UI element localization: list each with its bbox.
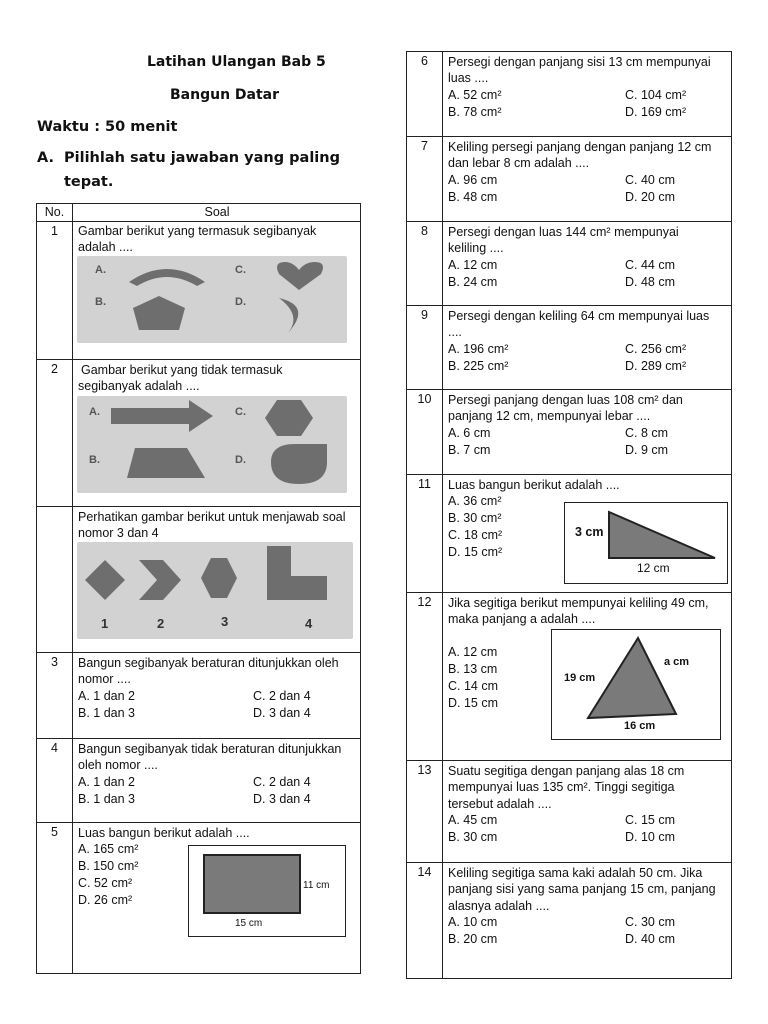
option-label: C. [235,406,246,418]
option-d: D. 40 cm [625,932,676,946]
arrow-shape [111,400,213,432]
question-text-line: luas .... [448,71,489,85]
worksheet-title: Latihan Ulangan Bab 5 [147,54,326,70]
question-text-line: mempunyai luas 135 cm². Tinggi segitiga [448,780,675,794]
option-a: A. 165 cm² [78,842,139,856]
left-question-table [36,203,361,974]
option-c: C. 8 cm [625,426,669,440]
question-text-line: Persegi panjang dengan luas 108 cm² dan [448,393,683,407]
question-text-line: Jika segitiga berikut mempunyai keliling 49 cm, [448,596,709,610]
option-d: D. 15 cm² [448,545,503,559]
question-number: 3 [51,655,58,669]
figure-number: 4 [305,616,313,631]
option-label: B. [95,296,106,308]
crescent-shape [279,298,298,334]
option-b: B. 24 cm [448,275,498,289]
rectangle-shape [203,854,301,914]
option-c: C. 18 cm² [448,528,503,542]
rhombus-shape [85,560,125,600]
option-label: A. [95,264,106,276]
question-number: 9 [421,308,428,322]
side-label-right: a cm [664,656,690,668]
section-instruction-line1: Pilihlah satu jawaban yang paling [64,150,340,166]
arch-shape [129,269,205,286]
question-row-11 [407,474,731,592]
question-row-9 [407,305,731,389]
question-text-line: oleh nomor .... [78,758,158,772]
option-b: B. 20 cm [448,932,498,946]
figure-number: 2 [157,616,165,631]
option-a: A. 196 cm² [448,342,509,356]
question-number: 11 [418,477,431,491]
question-row-10 [407,389,731,474]
question-row-13 [407,760,731,862]
triangle-figure-box [551,629,721,740]
table-header-row [37,204,360,221]
option-d: D. 169 cm² [625,105,687,119]
option-b: B. 30 cm² [448,511,502,525]
option-c: C. 44 cm [625,258,676,272]
option-label: D. [235,454,246,466]
option-b: B. 13 cm [448,662,498,676]
side-label-base: 16 cm [624,720,656,732]
time-limit: Waktu : 50 menit [37,119,178,135]
option-b: B. 225 cm² [448,359,509,373]
question-number: 10 [417,392,432,406]
shapes-photo-q2 [77,396,347,493]
option-c: C. 52 cm² [78,876,133,890]
hexagon-shape [201,558,237,598]
height-label: 11 cm [303,880,330,891]
question-number: 4 [51,741,58,755]
shapes-drawing [77,256,347,343]
option-a: A. 6 cm [448,426,491,440]
right-triangle-shape [609,512,715,558]
heart-shape [277,262,323,290]
question-text-line: dan lebar 8 cm adalah .... [448,156,590,170]
option-d: D. 26 cm² [78,893,133,907]
option-a: A. 96 cm [448,173,498,187]
section-instruction-line2: tepat. [64,174,114,190]
question-text-line: Bangun segibanyak beraturan ditunjukkan oleh [78,656,339,670]
option-label: D. [235,296,246,308]
option-a: A. 1 dan 2 [78,689,135,703]
pentagon-shape [133,296,185,330]
option-c: C. 14 cm [448,679,499,693]
rectangle-figure-box [188,845,346,937]
question-number: 1 [51,224,58,238]
option-c: C. 30 cm [625,915,676,929]
note-row [37,506,360,652]
option-b: B. 1 dan 3 [78,792,135,806]
option-c: C. 2 dan 4 [253,775,311,789]
question-text-line: Gambar berikut yang termasuk segibanyak [78,224,317,238]
question-row-7 [407,136,731,221]
question-row-5 [37,822,360,973]
note-text-line: Perhatikan gambar berikut untuk menjawab soal [78,510,346,524]
option-a: A. 52 cm² [448,88,502,102]
question-text-line: Persegi dengan keliling 64 cm mempunyai luas [448,309,710,323]
option-b: B. 150 cm² [78,859,139,873]
question-text-line: Persegi dengan panjang sisi 13 cm mempunyai [448,55,711,69]
shapes-photo-q1 [77,256,347,343]
right-question-table [406,51,732,979]
question-text-line: Gambar berikut yang tidak termasuk [81,363,283,377]
option-b: B. 30 cm [448,830,498,844]
question-text-line: panjang 12 cm, mempunyai lebar .... [448,409,651,423]
option-a: A. 12 cm [448,258,498,272]
question-text-line: Luas bangun berikut adalah .... [78,826,250,840]
question-text-line: nomor .... [78,672,131,686]
question-text-line: keliling .... [448,241,504,255]
option-a: A. 45 cm [448,813,498,827]
note-text-line: nomor 3 dan 4 [78,526,159,540]
option-c: C. 40 cm [625,173,676,187]
option-b: B. 1 dan 3 [78,706,135,720]
option-b: B. 78 cm² [448,105,502,119]
question-row-14 [407,862,731,978]
option-d: D. 3 dan 4 [253,706,311,720]
height-label: 3 cm [575,525,604,539]
option-d: D. 289 cm² [625,359,687,373]
option-d: D. 20 cm [625,190,676,204]
width-label: 15 cm [235,918,263,929]
col-header-soal: Soal [204,205,230,219]
option-c: C. 15 cm [625,813,676,827]
option-a: A. 1 dan 2 [78,775,135,789]
question-text-line: Persegi dengan luas 144 cm² mempunyai [448,225,679,239]
option-a: A. 12 cm [448,645,498,659]
question-text-line: Keliling segitiga sama kaki adalah 50 cm. Jika [448,866,703,880]
question-row-1 [37,221,360,359]
question-text-line: Bangun segibanyak tidak beraturan ditunjukkan [78,742,342,756]
option-d: D. 9 cm [625,443,669,457]
option-c: C. 104 cm² [625,88,687,102]
question-row-4 [37,738,360,822]
option-a: A. 10 cm [448,915,498,929]
question-number: 12 [417,595,432,609]
question-text-line: panjang sisi yang sama panjang 15 cm, panjang [448,882,716,896]
option-d: D. 10 cm [625,830,676,844]
l-shape [267,546,327,600]
question-text-line: Luas bangun berikut adalah .... [448,478,620,492]
shapes-photo-q3-q4 [77,542,353,639]
question-number: 5 [51,825,58,839]
option-d: D. 15 cm [448,696,499,710]
question-number: 8 [421,224,428,238]
shapes-drawing [77,396,347,493]
option-c: C. 256 cm² [625,342,687,356]
question-text-line: adalah .... [78,240,133,254]
question-row-2 [37,359,360,506]
trapezoid-shape [127,448,205,478]
option-b: B. 48 cm [448,190,498,204]
section-letter: A. [37,150,54,166]
option-d: D. 3 dan 4 [253,792,311,806]
option-label: C. [235,264,246,276]
figure-number: 1 [101,616,109,631]
question-text-line: tersebut adalah .... [448,797,552,811]
question-text-line: .... [448,325,462,339]
question-row-6 [407,52,731,136]
question-row-12 [407,592,731,760]
question-row-8 [407,221,731,305]
question-text-line: alasnya adalah .... [448,899,550,913]
option-b: B. 7 cm [448,443,491,457]
question-number: 2 [51,362,58,376]
question-row-3 [37,652,360,738]
question-number: 13 [417,763,432,777]
question-text-line: segibanyak adalah .... [78,379,200,393]
worksheet-subtitle: Bangun Datar [170,87,280,103]
col-header-no: No. [44,205,65,219]
option-a: A. 36 cm² [448,494,502,508]
right-triangle-figure-box [564,502,728,584]
triangle-shape [588,638,676,718]
question-number: 7 [421,139,428,153]
side-label-left: 19 cm [564,672,596,684]
figure-number: 3 [221,614,229,629]
option-c: C. 2 dan 4 [253,689,311,703]
question-text-line: Suatu segitiga dengan panjang alas 18 cm [448,764,685,778]
drop-shape [271,444,327,484]
chevron-shape [139,560,181,600]
option-label: A. [89,406,100,418]
question-number: 6 [421,54,428,68]
base-label: 12 cm [637,561,670,575]
hexagon-shape [265,400,313,436]
question-text-line: maka panjang a adalah .... [448,612,596,626]
option-label: B. [89,454,100,466]
question-number: 14 [417,865,432,879]
question-text-line: Keliling persegi panjang dengan panjang 12 cm [448,140,712,154]
option-d: D. 48 cm [625,275,676,289]
